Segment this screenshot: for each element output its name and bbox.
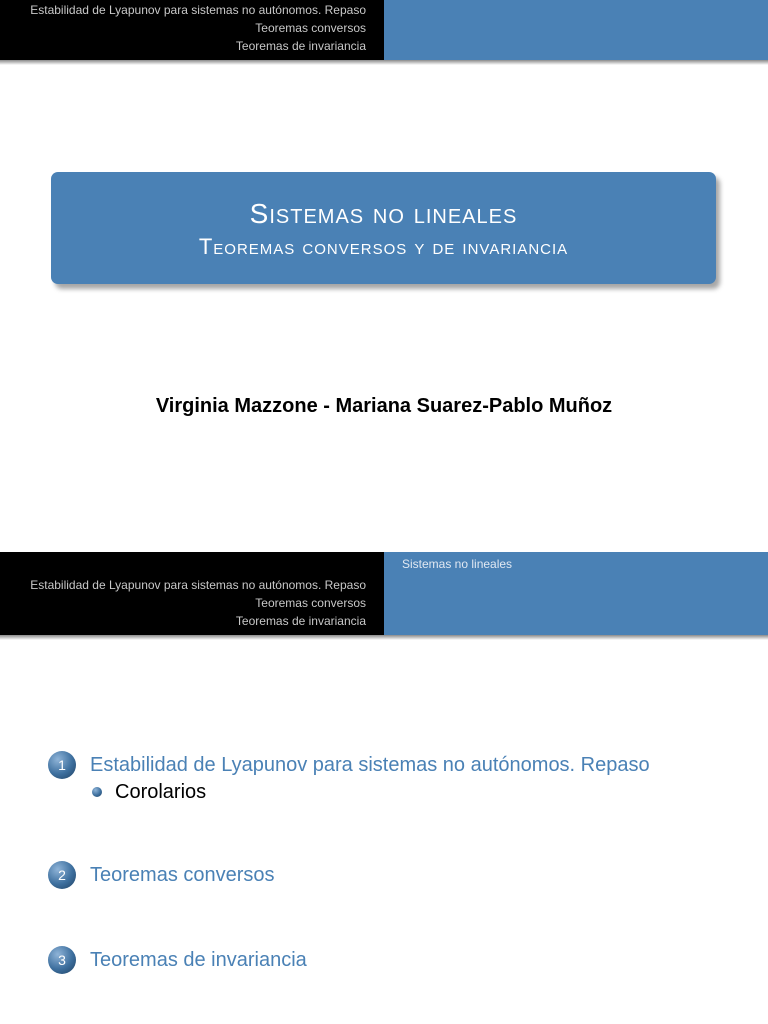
headline-shadow	[0, 60, 768, 65]
section-link-lyapunov[interactable]: Estabilidad de Lyapunov para sistemas no autónomos. Repaso	[30, 578, 366, 592]
title-block	[51, 172, 716, 284]
number-ball-icon: 1	[48, 751, 76, 779]
toc-item-label[interactable]: Teoremas conversos	[90, 864, 275, 886]
headline-title[interactable]: Sistemas no lineales	[402, 557, 513, 571]
section-navigation	[0, 0, 384, 60]
presentation-subtitle: Teoremas conversos y de invariancia	[198, 234, 569, 259]
section-link-conversos[interactable]: Teoremas conversos	[255, 21, 366, 35]
number-ball-icon: 2	[48, 861, 76, 889]
section-link-invariancia[interactable]: Teoremas de invariancia	[235, 614, 366, 628]
headline-title-panel	[384, 552, 768, 635]
toc-item-label[interactable]: Estabilidad de Lyapunov para sistemas no autónomos. Repaso	[90, 754, 650, 776]
section-link-conversos[interactable]: Teoremas conversos	[255, 596, 366, 610]
section-link-lyapunov[interactable]: Estabilidad de Lyapunov para sistemas no autónomos. Repaso	[30, 3, 366, 17]
authors: Virginia Mazzone - Mariana Suarez-Pablo Muñoz	[155, 395, 613, 417]
outline-slide	[0, 552, 768, 1024]
toc-subitem-label[interactable]: Corolarios	[115, 781, 207, 803]
toc-item-label[interactable]: Teoremas de invariancia	[90, 949, 307, 971]
presentation-title: Sistemas no lineales	[249, 198, 518, 229]
number-ball-icon: 3	[48, 946, 76, 974]
section-navigation	[0, 552, 384, 635]
section-link-invariancia[interactable]: Teoremas de invariancia	[235, 39, 366, 53]
headline-shadow	[0, 635, 768, 640]
bullet-ball-icon	[92, 787, 102, 797]
headline-title-panel	[384, 0, 768, 60]
